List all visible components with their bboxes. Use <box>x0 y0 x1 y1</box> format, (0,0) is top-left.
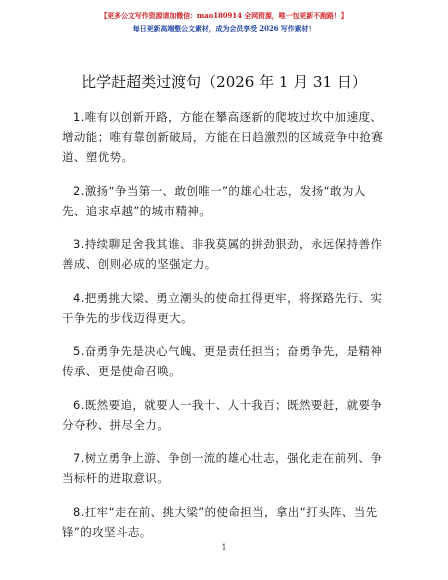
item-text: 既然要追，就要人一我十、人十我百；既然要赶，就要争分夺秒、拼尽全力。 <box>62 397 383 432</box>
item-text: 唯有以创新开路，方能在攀高逐新的爬坡过坎中加速度、增动能；唯有靠创新破局，方能在日趋激烈的区域竞争中抢赛道、塑优势。 <box>62 110 384 164</box>
promo-banner-line-2: 每日更新高端整公文素材，成为会员享受 2026 写作素材！ <box>132 24 316 33</box>
item-number: 3. <box>73 237 85 251</box>
item-number: 6. <box>73 397 85 412</box>
item-number: 2. <box>73 183 85 198</box>
item-number: 8. <box>73 504 85 519</box>
promo-banner-line-1: 【更多公文写作资源请加微信：mao180914 全网资源，唯一包更新不跑路！】 <box>100 11 348 20</box>
item-text: 激扬“争当第一、敢创唯一”的雄心壮志，发扬“敢为人先、追求卓越”的城市精神。 <box>62 183 366 218</box>
list-item <box>62 234 387 274</box>
sentence-list <box>62 107 387 555</box>
list-item <box>62 341 387 381</box>
item-number: 4. <box>73 290 85 305</box>
item-text: 奋勇争先是决心气魄、更是责任担当；奋勇争先，是精神传承、更是使命召唤。 <box>62 344 383 378</box>
item-text: 树立勇争上游、争创一流的雄心壮志，强化走在前列、争当标杆的进取意识。 <box>62 451 383 485</box>
document-title: 比学赶超类过渡句（2026 年 1 月 31 日） <box>81 73 367 91</box>
list-item <box>62 448 387 488</box>
item-number: 1. <box>73 110 85 124</box>
list-item <box>62 181 387 221</box>
list-item <box>62 288 387 328</box>
page-number: 1 <box>221 543 227 552</box>
item-text: 持续聊足舍我其谁、非我莫属的拼劲狠劲，永远保持善作善成、创则必成的坚强定力。 <box>62 237 383 271</box>
list-item <box>62 107 387 167</box>
item-number: 7. <box>73 451 85 465</box>
item-text: 把勇挑大梁、勇立潮头的使命扛得更牢，将探路先行、实干争先的步伐迈得更大。 <box>62 290 383 325</box>
list-item <box>62 502 387 542</box>
list-item <box>62 395 387 435</box>
item-text: 扛牢“走在前、挑大梁”的使命担当，拿出“打头阵、当先锋”的攻坚斗志。 <box>62 504 378 539</box>
item-number: 5. <box>73 344 85 358</box>
